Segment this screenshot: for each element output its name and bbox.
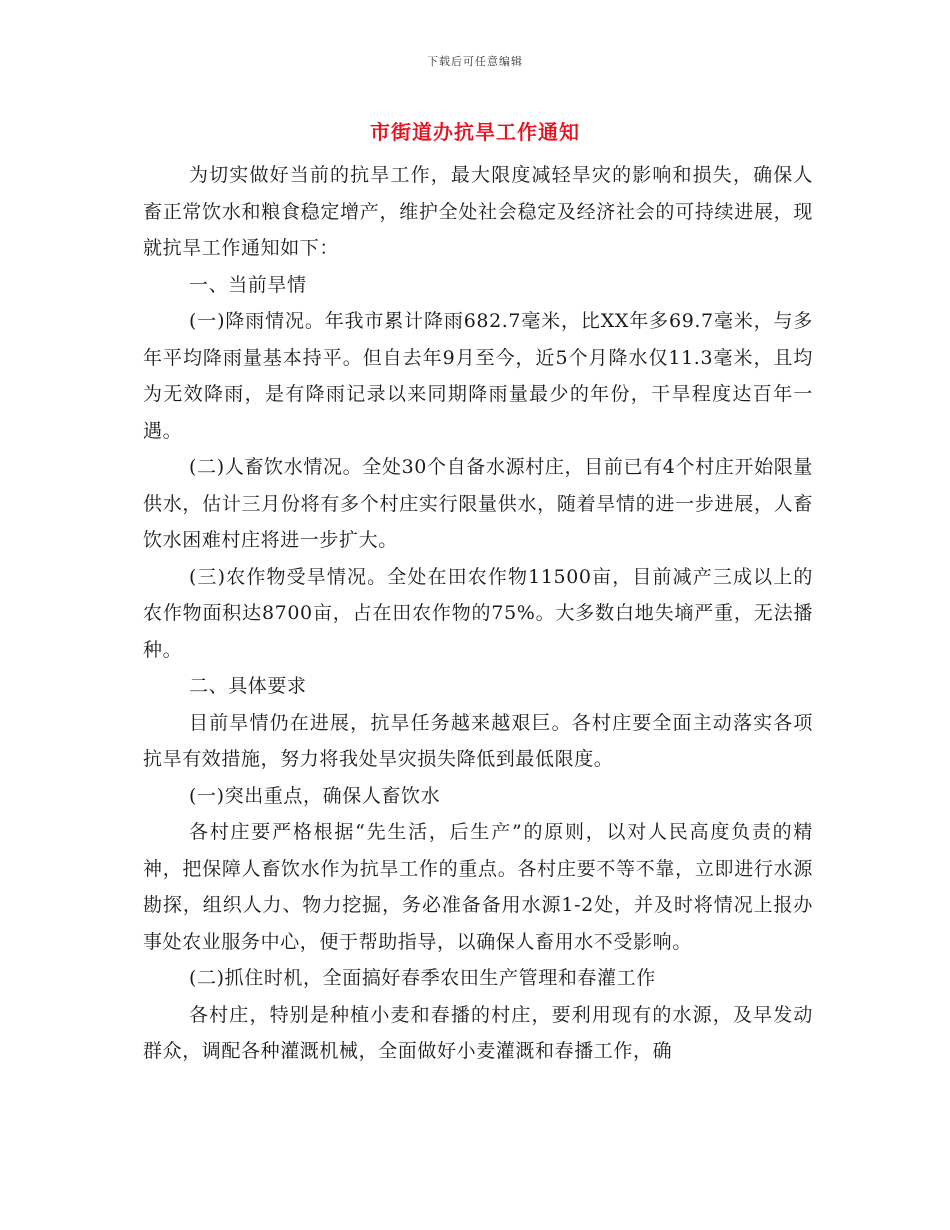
document-body: [143, 157, 813, 1070]
spring-irrigation-paragraph: 各村庄，特别是种植小麦和春播的村庄，要利用现有的水源，及早发动群众，调配各种灌溉机械，全面做好小麦灌溉和春播工作，确: [143, 1003, 813, 1062]
document-title: 市街道办抗旱工作通知: [370, 120, 580, 144]
crops-paragraph: (三)农作物受旱情况。全处在田农作物11500亩，目前减产三成以上的农作物面积达8700亩，占在田农作物的75%。大多数白地失墒严重，无法播种。: [143, 565, 813, 661]
section-heading-requirements: 二、具体要求: [189, 675, 307, 697]
requirements-intro-paragraph: 目前旱情仍在进展，抗旱任务越来越艰巨。各村庄要全面主动落实各项抗旱有效措施，努力将我处旱灾损失降低到最低限度。: [143, 711, 813, 770]
subheading-drinking-water: (一)突出重点，确保人畜饮水: [189, 784, 441, 807]
section-heading-current-drought: 一、当前旱情: [189, 273, 307, 296]
drinking-water-measures-paragraph: 各村庄要严格根据“先生活，后生产”的原则，以对人民高度负责的精神，把保障人畜饮水作为抗旱工作的重点。各村庄要不等不靠，立即进行水源勘探，组织人力、物力挖掘，务必准备备用水源1-2处，并及时将情况上报办事处农业服务中心，便于帮助指导，以确保人畜用水不受影响。: [143, 821, 813, 953]
subheading-spring-irrigation: (二)抓住时机，全面搞好春季农田生产管理和春灌工作: [189, 967, 656, 989]
intro-paragraph: 为切实做好当前的抗旱工作，最大限度减轻旱灾的影响和损失，确保人畜正常饮水和粮食稳定增产，维护全处社会稳定及经济社会的可持续进展，现就抗旱工作通知如下：: [143, 164, 813, 259]
page-header-note: 下载后可任意编辑: [427, 55, 523, 68]
rainfall-paragraph: (一)降雨情况。年我市累计降雨682.7毫米，比XX年多69.7毫米，与多年平均降雨量基本持平。但自去年9月至今，近5个月降水仅11.3毫米，且均为无效降雨，是有降雨记录以来同期降雨量最少的年份，干旱程度达百年一遇。: [143, 310, 813, 442]
drinking-water-paragraph: (二)人畜饮水情况。全处30个自备水源村庄，目前已有4个村庄开始限量供水，估计三月份将有多个村庄实行限量供水，随着旱情的进一步进展，人畜饮水困难村庄将进一步扩大。: [143, 456, 813, 551]
